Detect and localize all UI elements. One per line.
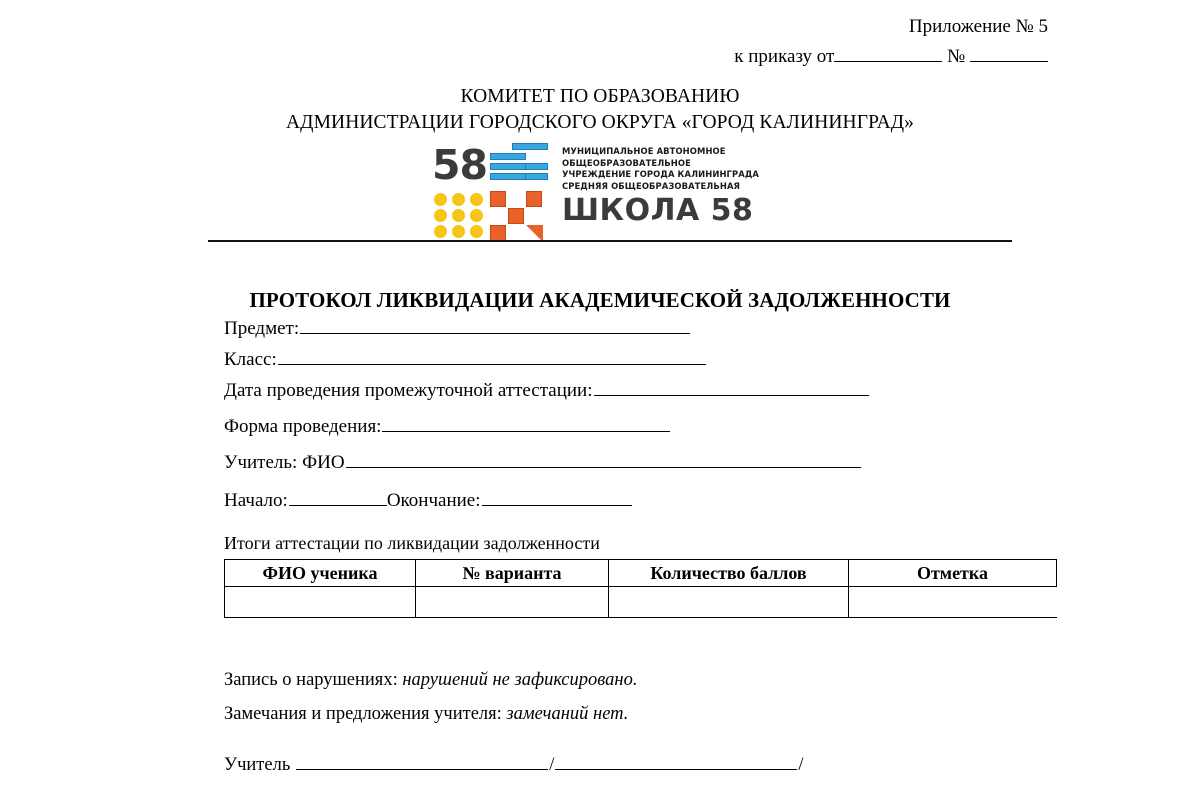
order-date-blank[interactable] xyxy=(834,61,942,62)
remarks-value: замечаний нет. xyxy=(506,704,629,724)
logo-line-2: ОБЩЕОБРАЗОВАТЕЛЬНОЕ xyxy=(562,157,691,168)
committee-line-2: АДМИНИСТРАЦИИ ГОРОДСКОГО ОКРУГА «ГОРОД КАЛИНИНГРАД» xyxy=(285,111,914,133)
logo-line-1: МУНИЦИПАЛЬНОЕ АВТОНОМНОЕ xyxy=(562,146,726,156)
results-caption: Итоги аттестации по ликвидации задолженности xyxy=(224,533,600,553)
signature-blank-2[interactable] xyxy=(555,756,797,770)
signature-blank-1[interactable] xyxy=(296,756,548,770)
committee-heading xyxy=(0,84,1200,136)
field-class xyxy=(224,349,1064,371)
logo-blue-bars-icon xyxy=(490,143,552,189)
signature-separator-2: / xyxy=(798,755,804,775)
signature-line xyxy=(224,755,805,776)
header-divider xyxy=(208,240,1012,242)
appendix-line-1: Приложение № 5 xyxy=(908,16,1048,37)
signature-label: Учитель xyxy=(224,755,291,775)
violations-value: нарушений не зафиксировано. xyxy=(402,670,638,690)
date-input[interactable] xyxy=(594,382,869,396)
logo-school-name: ШКОЛА 58 xyxy=(562,193,754,229)
logo-text-block xyxy=(562,143,759,228)
signature-separator-1: / xyxy=(549,755,555,775)
cell-points[interactable] xyxy=(609,587,849,618)
logo-yellow-dots-icon xyxy=(430,189,490,239)
table-header-row xyxy=(225,560,1057,587)
logo-mark-graphic xyxy=(430,143,552,239)
logo-orange-squares-icon xyxy=(490,189,552,239)
field-time xyxy=(224,490,1064,512)
column-header-points: Количество баллов xyxy=(609,560,849,587)
page-title: ПРОТОКОЛ ЛИКВИДАЦИИ АКАДЕМИЧЕСКОЙ ЗАДОЛЖЕННОСТИ xyxy=(249,288,951,312)
field-teacher xyxy=(224,452,1064,474)
date-label: Дата проведения промежуточной аттестации: xyxy=(224,380,593,401)
order-number-blank[interactable] xyxy=(970,61,1048,62)
format-label: Форма проведения: xyxy=(224,416,382,437)
format-input[interactable] xyxy=(382,418,670,432)
remarks-label: Замечания и предложения учителя: xyxy=(224,704,502,724)
cell-student-name[interactable] xyxy=(225,587,416,618)
subject-input[interactable] xyxy=(300,320,690,334)
class-input[interactable] xyxy=(278,351,706,365)
start-label: Начало: xyxy=(224,490,288,511)
logo-line-4: СРЕДНЯЯ ОБЩЕОБРАЗОВАТЕЛЬНАЯ xyxy=(562,180,741,191)
order-number-sign: № xyxy=(947,45,966,67)
table-row xyxy=(225,587,1057,618)
field-format xyxy=(224,416,1064,438)
cell-grade[interactable] xyxy=(849,587,1057,618)
subject-label: Предмет: xyxy=(224,318,300,339)
end-input[interactable] xyxy=(482,492,632,506)
note-remarks xyxy=(224,704,637,725)
appendix-reference xyxy=(734,14,1048,69)
note-violations xyxy=(224,670,637,691)
start-input[interactable] xyxy=(289,492,387,506)
cell-variant-number[interactable] xyxy=(416,587,609,618)
order-from-label: к приказу от xyxy=(734,45,835,67)
violations-label: Запись о нарушениях: xyxy=(224,670,398,690)
column-header-grade: Отметка xyxy=(849,560,1057,587)
appendix-order-line xyxy=(734,44,1048,70)
notes-section xyxy=(224,670,637,738)
results-table xyxy=(224,559,1057,618)
logo-line-3: УЧРЕЖДЕНИЕ ГОРОДА КАЛИНИНГРАДА xyxy=(562,169,759,180)
class-label: Класс: xyxy=(224,349,277,370)
form-fields xyxy=(224,318,1064,521)
field-subject xyxy=(224,318,1064,340)
teacher-label: Учитель: ФИО xyxy=(224,452,345,473)
column-header-variant-number: № варианта xyxy=(416,560,609,587)
field-date xyxy=(224,380,1064,402)
end-label: Окончание: xyxy=(386,490,481,511)
logo-number-58: 58 xyxy=(432,141,488,189)
teacher-input[interactable] xyxy=(346,454,861,468)
column-header-student-name: ФИО ученика xyxy=(225,560,416,587)
school-logo xyxy=(430,143,759,239)
committee-line-1: КОМИТЕТ ПО ОБРАЗОВАНИЮ xyxy=(460,86,740,107)
